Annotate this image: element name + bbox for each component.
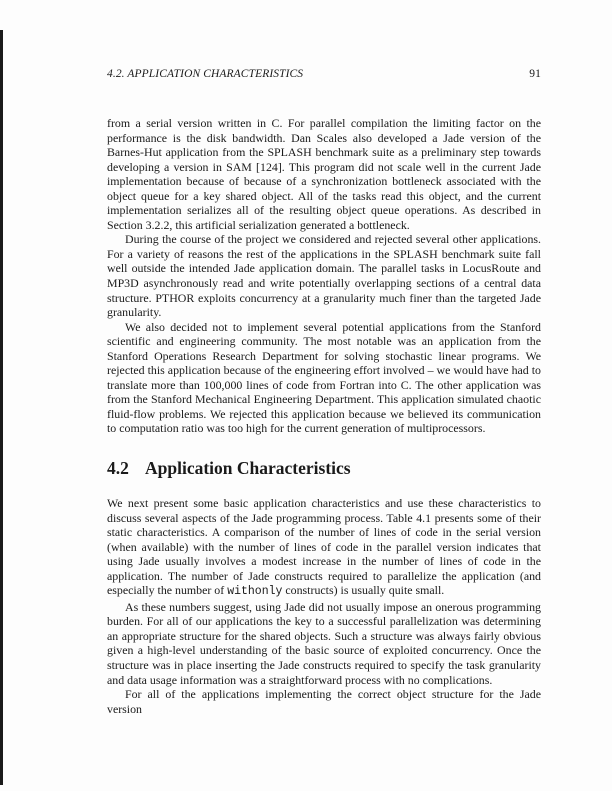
- scan-border: [0, 30, 3, 785]
- section-title: Application Characteristics: [145, 458, 351, 478]
- paragraph: [107, 496, 541, 600]
- body-text-lower: [107, 496, 541, 716]
- body-text-upper: [107, 116, 541, 436]
- paragraph: from a serial version written in C. For parallel compilation the limiting factor on the performance is the disk bandwidth. Dan Scales also developed a Jade version of the Barnes-Hut application from the SPLASH benchmark suite as a preliminary step towards developing a version in SAM [124]. This program did not scale well in the current Jade implementation because of because of a synchronization bottleneck associated with the object queue for a key shared object. All of the tasks read this object, and the current implementation serializes all of the resulting object queue operations. As described in Section 3.2.2, this artificial serialization generated a bottleneck.: [107, 116, 541, 232]
- page-number: 91: [529, 68, 541, 80]
- paragraph-text: constructs) is usually quite small.: [282, 583, 445, 598]
- paragraph: As these numbers suggest, using Jade did not usually impose an onerous programming burden. For all of our applications the key to a successful parallelization was determining an appropriate structure for the shared objects. Such a structure was always fairly obvious given a high-level understanding of the basic source of exploited concurrency. Once the structure was in place inserting the Jade constructs required to specify the task granularity and data usage information was a straightforward process with no complications.: [107, 599, 541, 687]
- paragraph: During the course of the project we considered and rejected several other applications. For a variety of reasons the rest of the applications in the SPLASH benchmark suite fall well outside the intended Jade application domain. The parallel tasks in LocusRoute and MP3D asynchronously read and write potentially overlapping sections of a central data structure. PTHOR exploits concurrency at a granularity much finer than the targeted Jade granularity.: [107, 232, 541, 320]
- section-heading: [107, 458, 351, 479]
- section-number: 4.2: [107, 458, 129, 478]
- running-head-title: 4.2. APPLICATION CHARACTERISTICS: [107, 68, 304, 80]
- paragraph: For all of the applications implementing the correct object structure for the Jade version: [107, 687, 541, 716]
- paragraph-text: We next present some basic application characteristics and use these characteristics to discuss several aspects of the Jade programming process. Table 4.1 presents some of their static characteristics. A comparison of the number of lines of code in the serial version (when available) with the number of lines of code in the parallel version indicates that using Jade usually involves a modest increase in the number of lines of code in the application. The number of Jade constructs required to parallelize the application (and especially the number of: [107, 496, 541, 598]
- running-head: [107, 68, 541, 84]
- paragraph: We also decided not to implement several potential applications from the Stanford scientific and engineering community. The most notable was an application from the Stanford Operations Research Department for solving stochastic linear programs. We rejected this application because of the engineering effort involved – we would have had to translate more than 100,000 lines of code from Fortran into C. The other application was from the Stanford Mechanical Engineering Department. This application simulated chaotic fluid-flow problems. We rejected this application because we believed its communication to computation ratio was too high for the current generation of multiprocessors.: [107, 319, 541, 436]
- code-term: withonly: [227, 585, 283, 599]
